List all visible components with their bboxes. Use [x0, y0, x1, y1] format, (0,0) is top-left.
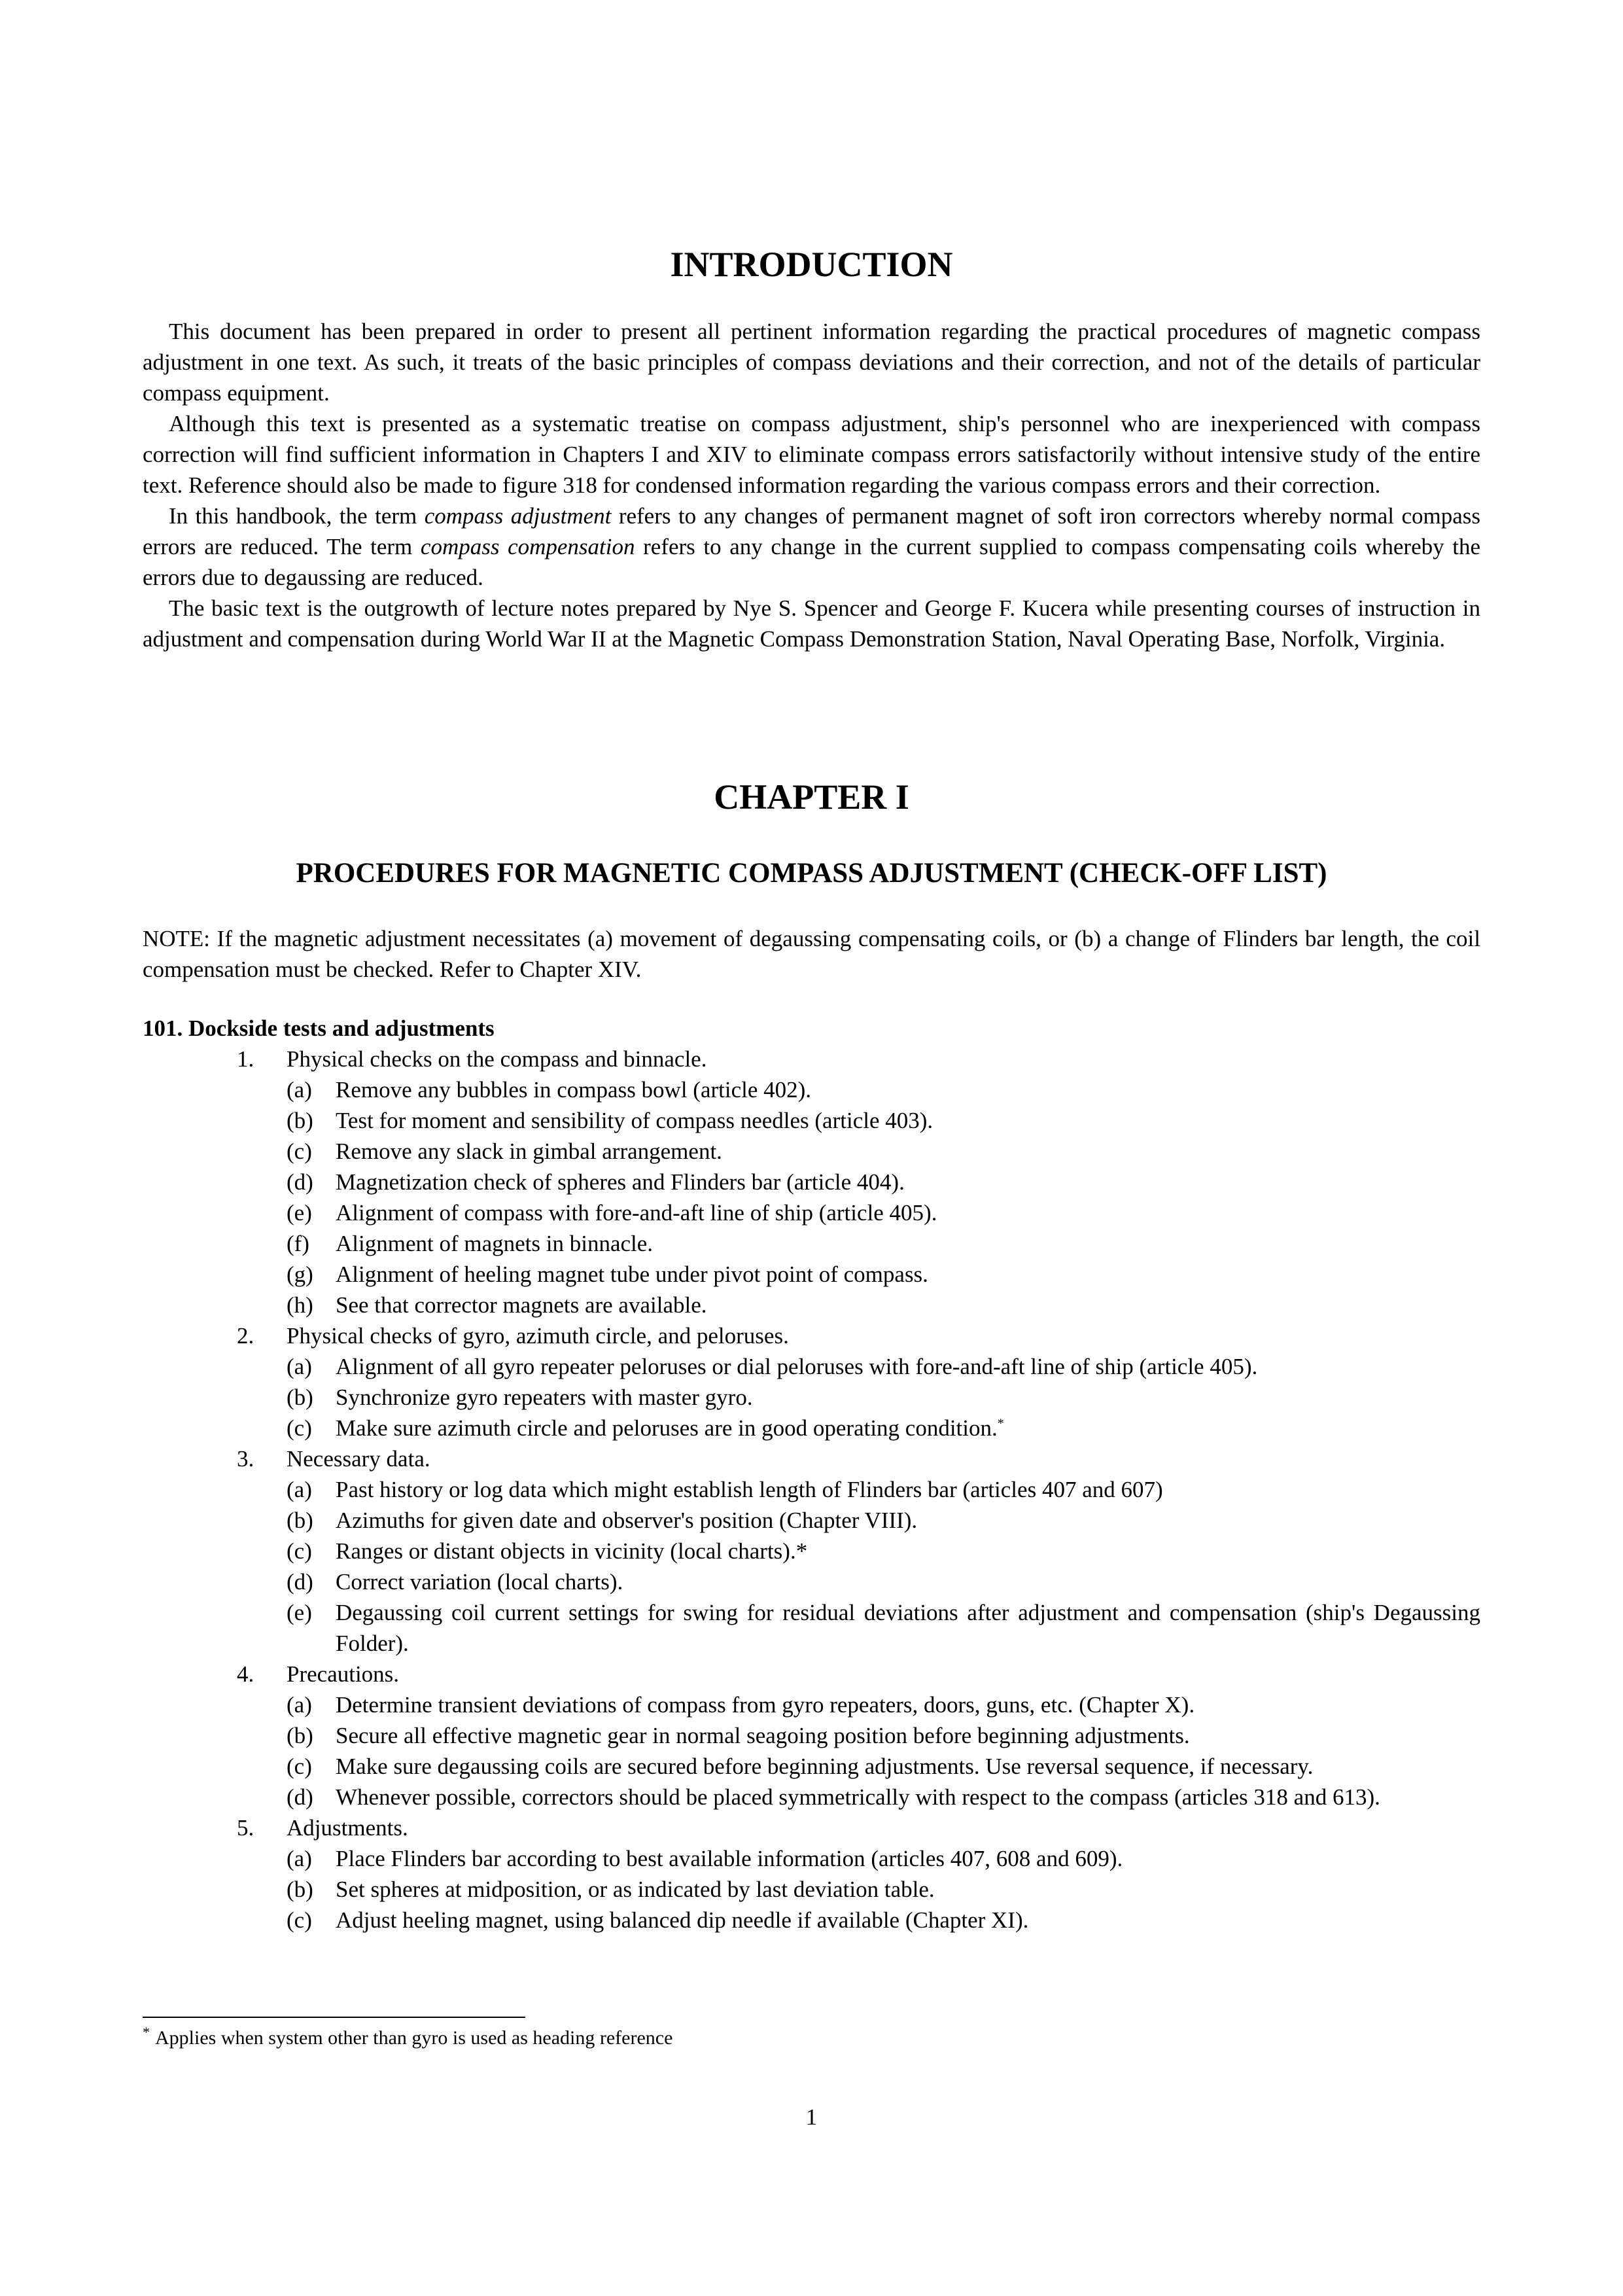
- sub-item-text: Remove any bubbles in compass bowl (article 402).: [336, 1077, 812, 1103]
- sub-item-text: Determine transient deviations of compass from gyro repeaters, doors, guns, etc. (Chapter X).: [336, 1692, 1195, 1718]
- sub-item-text: Make sure degaussing coils are secured before beginning adjustments. Use reversal sequence, if necessary.: [336, 1754, 1314, 1779]
- checklist-sub-item: [143, 1782, 1480, 1812]
- checklist-sub-item: [143, 1505, 1480, 1536]
- footnote-rule: [143, 2017, 525, 2018]
- sub-item-letter: (b): [287, 1108, 313, 1133]
- intro-text: Although this text is presented as a systematic treatise on compass adjustment, ship's personnel who are inexperienced with compass correction will find sufficient information in Chapters I and XIV to eliminate compass errors satisfactorily without intensive study of the entire text. Reference should also be made to figure 318 for condensed information regarding the various compass errors and their correction.: [143, 411, 1480, 498]
- sub-item-text: Remove any slack in gimbal arrangement.: [336, 1139, 722, 1164]
- footnote: [143, 2025, 672, 2051]
- footnote-mark: *: [143, 2024, 150, 2040]
- sub-item-letter: (c): [287, 1538, 312, 1564]
- chapter-note: NOTE: If the magnetic adjustment necessitates (a) movement of degaussing compensating coils, or (b) a change of Flinders bar length, the coil compensation must be checked. Refer to Chapter XIV.: [143, 926, 1480, 982]
- intro-text: refers to any change in the current supplied to compass compensating coils whereby the errors due to degaussing are reduced.: [143, 534, 1480, 590]
- intro-paragraph: [143, 593, 1480, 654]
- checklist-sub-item: [143, 1105, 1480, 1136]
- checklist-sub-item: [143, 1905, 1480, 1935]
- checklist-sub-item: [143, 1874, 1480, 1905]
- sub-item-letter: (b): [287, 1508, 313, 1533]
- sub-item-text: Degaussing coil current settings for swing for residual deviations after adjustment and compensation (ship's Degaussing Folder).: [336, 1600, 1480, 1656]
- sub-item-letter: (c): [287, 1415, 312, 1441]
- checklist-step: [143, 1659, 1480, 1812]
- intro-paragraph: [143, 501, 1480, 593]
- checklist-sub-item: [143, 1136, 1480, 1167]
- sub-item-letter: (c): [287, 1139, 312, 1164]
- checklist-sub-item: [143, 1351, 1480, 1382]
- checklist-sub-item: [143, 1566, 1480, 1597]
- intro-text: refers to any changes of permanent magnet of soft iron correctors whereby normal compass errors are reduced. The term: [143, 503, 1480, 559]
- sub-item-text: Alignment of heeling magnet tube under pivot point of compass.: [336, 1262, 928, 1287]
- step-text: Physical checks on the compass and binnacle.: [287, 1046, 707, 1072]
- intro-text: This document has been prepared in order to present all pertinent information regarding the practical procedures of magnetic compass adjustment in one text. As such, it treats of the basic principles of compass deviations and their correction, and not of the details of particular compass equipment.: [143, 319, 1480, 406]
- step-number: 2.: [237, 1323, 254, 1349]
- sub-item-text: Make sure azimuth circle and peloruses are in good operating condition.: [336, 1415, 998, 1441]
- sub-item-text: Ranges or distant objects in vicinity (local charts).*: [336, 1538, 808, 1564]
- sub-item-text: Whenever possible, correctors should be placed symmetrically with respect to the compass (articles 318 and 613).: [336, 1784, 1380, 1810]
- checklist-sub-item: [143, 1167, 1480, 1197]
- chapter-title: CHAPTER I: [714, 777, 909, 817]
- checklist-sub-item: [143, 1751, 1480, 1782]
- step-number: 5.: [237, 1815, 254, 1841]
- sub-item-letter: (b): [287, 1877, 313, 1902]
- intro-term: compass compensation: [420, 534, 635, 559]
- step-text: Precautions.: [287, 1661, 400, 1687]
- introduction-body: [143, 316, 1480, 654]
- sub-item-text: Past history or log data which might establish length of Flinders bar (articles 407 and 607): [336, 1477, 1163, 1502]
- step-row: [143, 1812, 1480, 1843]
- section-101: [143, 1013, 1480, 1935]
- checklist-sub-item: [143, 1843, 1480, 1874]
- sub-items: [143, 1351, 1480, 1443]
- sub-item-letter: (d): [287, 1569, 313, 1595]
- footnote-reference: *: [997, 1416, 1004, 1431]
- sub-item-letter: (c): [287, 1907, 312, 1933]
- sub-item-text: Place Flinders bar according to best available information (articles 407, 608 and 609).: [336, 1846, 1123, 1871]
- sub-item-text: Alignment of compass with fore-and-aft line of ship (article 405).: [336, 1200, 937, 1226]
- intro-text: In this handbook, the term: [169, 503, 425, 529]
- step-row: [143, 1044, 1480, 1074]
- sub-item-text: Secure all effective magnetic gear in normal seagoing position before beginning adjustments.: [336, 1723, 1190, 1748]
- sub-item-text: Alignment of all gyro repeater peloruses or dial peloruses with fore-and-aft line of ship (article 405).: [336, 1354, 1258, 1379]
- step-text: Physical checks of gyro, azimuth circle, and peloruses.: [287, 1323, 789, 1349]
- step-row: [143, 1659, 1480, 1689]
- sub-item-letter: (a): [287, 1846, 312, 1871]
- sub-item-text: Magnetization check of spheres and Flinders bar (article 404).: [336, 1169, 905, 1195]
- step-number: 1.: [237, 1046, 254, 1072]
- footnote-text: Applies when system other than gyro is used as heading reference: [155, 2027, 673, 2049]
- sub-item-text: Alignment of magnets in binnacle.: [336, 1231, 654, 1256]
- sub-items: [143, 1074, 1480, 1320]
- page-number: 1: [805, 2104, 818, 2130]
- sub-item-text: Correct variation (local charts).: [336, 1569, 623, 1595]
- step-row: [143, 1443, 1480, 1474]
- intro-paragraph: [143, 408, 1480, 501]
- intro-term: compass adjustment: [424, 503, 612, 529]
- step-number: 4.: [237, 1661, 254, 1687]
- checklist-sub-item: [143, 1197, 1480, 1228]
- checklist-sub-item: [143, 1474, 1480, 1505]
- checklist-sub-item: [143, 1720, 1480, 1751]
- intro-text: The basic text is the outgrowth of lecture notes prepared by Nye S. Spencer and George F. Kucera while presenting courses of instruction in adjustment and compensation during World War II at the Magnetic Compass Demonstration Station, Naval Operating Base, Norfolk, Virginia.: [143, 595, 1480, 652]
- checklist-steps: [143, 1044, 1480, 1935]
- sub-item-letter: (a): [287, 1692, 312, 1718]
- checklist-sub-item: [143, 1290, 1480, 1320]
- sub-item-letter: (b): [287, 1723, 313, 1748]
- sub-item-letter: (e): [287, 1600, 312, 1625]
- checklist-sub-item: [143, 1259, 1480, 1290]
- section-heading: 101. Dockside tests and adjustments: [143, 1016, 495, 1041]
- step-text: Adjustments.: [287, 1815, 408, 1841]
- checklist-sub-item: [143, 1228, 1480, 1259]
- sub-item-letter: (c): [287, 1754, 312, 1779]
- sub-item-letter: (g): [287, 1262, 313, 1287]
- checklist-step: [143, 1443, 1480, 1659]
- checklist-step: [143, 1320, 1480, 1443]
- sub-item-letter: (a): [287, 1477, 312, 1502]
- checklist-sub-item: [143, 1413, 1480, 1443]
- sub-item-text: Set spheres at midposition, or as indicated by last deviation table.: [336, 1877, 935, 1902]
- checklist-step: [143, 1812, 1480, 1935]
- checklist-sub-item: [143, 1689, 1480, 1720]
- checklist-sub-item: [143, 1074, 1480, 1105]
- intro-paragraph: [143, 316, 1480, 408]
- sub-item-letter: (e): [287, 1200, 312, 1226]
- sub-item-letter: (a): [287, 1077, 312, 1103]
- sub-item-letter: (h): [287, 1292, 313, 1318]
- step-text: Necessary data.: [287, 1446, 430, 1472]
- sub-items: [143, 1689, 1480, 1812]
- checklist-sub-item: [143, 1597, 1480, 1659]
- step-row: [143, 1320, 1480, 1351]
- chapter-subtitle: PROCEDURES FOR MAGNETIC COMPASS ADJUSTMENT (CHECK-OFF LIST): [296, 858, 1327, 889]
- sub-item-text: See that corrector magnets are available.: [336, 1292, 707, 1318]
- sub-item-letter: (d): [287, 1784, 313, 1810]
- sub-items: [143, 1843, 1480, 1935]
- checklist-step: [143, 1044, 1480, 1320]
- sub-item-letter: (d): [287, 1169, 313, 1195]
- sub-item-text: Azimuths for given date and observer's position (Chapter VIII).: [336, 1508, 918, 1533]
- sub-item-text: Test for moment and sensibility of compass needles (article 403).: [336, 1108, 934, 1133]
- sub-item-letter: (a): [287, 1354, 312, 1379]
- sub-item-letter: (f): [287, 1231, 309, 1256]
- sub-item-text: Adjust heeling magnet, using balanced dip needle if available (Chapter XI).: [336, 1907, 1029, 1933]
- introduction-title: INTRODUCTION: [670, 245, 953, 284]
- checklist-sub-item: [143, 1382, 1480, 1413]
- sub-item-letter: (b): [287, 1385, 313, 1410]
- step-number: 3.: [237, 1446, 254, 1472]
- sub-items: [143, 1474, 1480, 1659]
- sub-item-text: Synchronize gyro repeaters with master gyro.: [336, 1385, 753, 1410]
- checklist-sub-item: [143, 1536, 1480, 1566]
